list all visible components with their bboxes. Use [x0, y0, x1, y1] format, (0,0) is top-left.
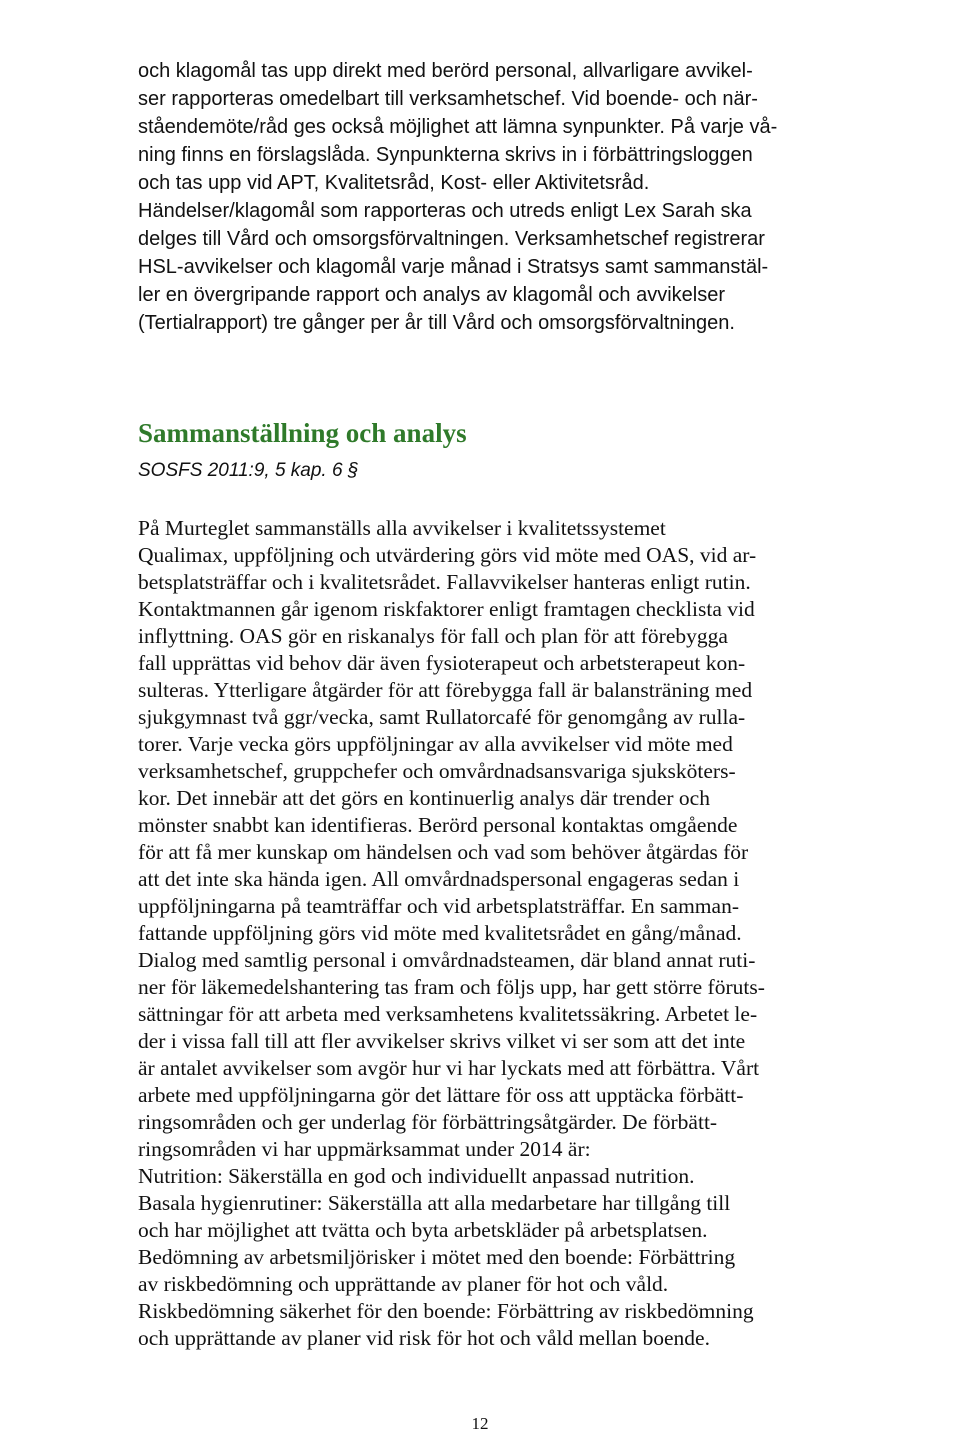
text-line: Nutrition: Säkerställa en god och individuellt anpassad nutrition. — [138, 1164, 695, 1188]
text-line: Qualimax, uppföljning och utvärdering görs vid möte med OAS, vid ar- — [138, 543, 757, 567]
text-line: ler en övergripande rapport och analys av klagomål och avvikelser — [138, 284, 725, 306]
text-line: ning finns en förslagslåda. Synpunkterna skrivs in i förbättringsloggen — [138, 144, 753, 166]
text-line: kor. Det innebär att det görs en kontinuerlig analys där trender och — [138, 786, 710, 810]
text-line: för att få mer kunskap om händelsen och vad som behöver åtgärdas för — [138, 840, 749, 864]
text-line: arbete med uppföljningarna gör det lättare för oss att upptäcka förbätt- — [138, 1083, 744, 1107]
text-line: sulteras. Ytterligare åtgärder för att förebygga fall är balansträning med — [138, 678, 753, 702]
text-line: betsplatsträffar och i kvalitetsrådet. Fallavvikelser hanteras enligt rutin. — [138, 570, 751, 594]
text-line: ner för läkemedelshantering tas fram och följs upp, har gett större föruts- — [138, 975, 765, 999]
text-line: ringsområden och ger underlag för förbättringsåtgärder. De förbätt- — [138, 1110, 718, 1134]
text-line: ser rapporteras omedelbart till verksamhetschef. Vid boende- och när- — [138, 88, 758, 110]
text-line: att det inte ska hända igen. All omvårdnadspersonal engageras sedan i — [138, 867, 740, 891]
text-line: (Tertialrapport) tre gånger per år till Vård och omsorgsförvaltningen. — [138, 312, 735, 334]
page-number: 12 — [471, 1414, 489, 1433]
text-line: och tas upp vid APT, Kvalitetsråd, Kost- eller Aktivitetsråd. — [138, 172, 650, 194]
text-line: Kontaktmannen går igenom riskfaktorer enligt framtagen checklista vid — [138, 597, 755, 621]
text-line: och klagomål tas upp direkt med berörd personal, allvarligare avvikel- — [138, 60, 753, 82]
text-line: Dialog med samtlig personal i omvårdnadsteamen, där bland annat ruti- — [138, 948, 756, 972]
text-line: inflyttning. OAS gör en riskanalys för fall och plan för att förebygga — [138, 624, 728, 648]
section-heading: Sammanställning och analys — [138, 418, 467, 448]
text-line: och har möjlighet att tvätta och byta arbetskläder på arbetsplatsen. — [138, 1218, 708, 1242]
text-line: är antalet avvikelser som avgör hur vi har lyckats med att förbättra. Vårt — [138, 1056, 760, 1080]
text-line: Basala hygienrutiner: Säkerställa att alla medarbetare har tillgång till — [138, 1191, 731, 1215]
text-line: Händelser/klagomål som rapporteras och utreds enligt Lex Sarah ska — [138, 200, 752, 222]
text-line: sättningar för att arbeta med verksamhetens kvalitetssäkring. Arbetet le- — [138, 1002, 758, 1026]
text-line: der i vissa fall till att fler avvikelser skrivs vilket vi ser som att det inte — [138, 1029, 746, 1053]
text-line: ringsområden vi har uppmärksammat under 2014 är: — [138, 1137, 591, 1161]
text-line: Riskbedömning säkerhet för den boende: Förbättring av riskbedömning — [138, 1299, 754, 1323]
text-line: av riskbedömning och upprättande av planer för hot och våld. — [138, 1272, 669, 1296]
text-line: uppföljningarna på teamträffar och vid arbetsplatsträffar. En samman- — [138, 894, 739, 918]
text-line: På Murteglet sammanställs alla avvikelser i kvalitetssystemet — [138, 516, 666, 540]
text-line: torer. Varje vecka görs uppföljningar av alla avvikelser vid möte med — [138, 732, 733, 756]
text-line: HSL-avvikelser och klagomål varje månad i Stratsys samt sammanstäl- — [138, 256, 769, 278]
text-line: Bedömning av arbetsmiljörisker i mötet med den boende: Förbättring — [138, 1245, 736, 1269]
text-line: fall upprättas vid behov där även fysioterapeut och arbetsterapeut kon- — [138, 651, 746, 675]
text-line: verksamhetschef, gruppchefer och omvårdnadsansvariga sjuksköters- — [138, 759, 736, 783]
text-line: ståendemöte/råd ges också möjlighet att lämna synpunkter. På varje vå- — [138, 116, 778, 138]
text-line: sjukgymnast två ggr/vecka, samt Rullatorcafé för genomgång av rulla- — [138, 705, 746, 729]
text-line: och upprättande av planer vid risk för hot och våld mellan boende. — [138, 1326, 710, 1350]
text-line: fattande uppföljning görs vid möte med kvalitetsrådet en gång/månad. — [138, 921, 742, 945]
text-line: mönster snabbt kan identifieras. Berörd personal kontaktas omgående — [138, 813, 738, 837]
text-line: delges till Vård och omsorgsförvaltningen. Verksamhetschef registrerar — [138, 228, 765, 250]
section-reference: SOSFS 2011:9, 5 kap. 6 § — [138, 460, 359, 481]
